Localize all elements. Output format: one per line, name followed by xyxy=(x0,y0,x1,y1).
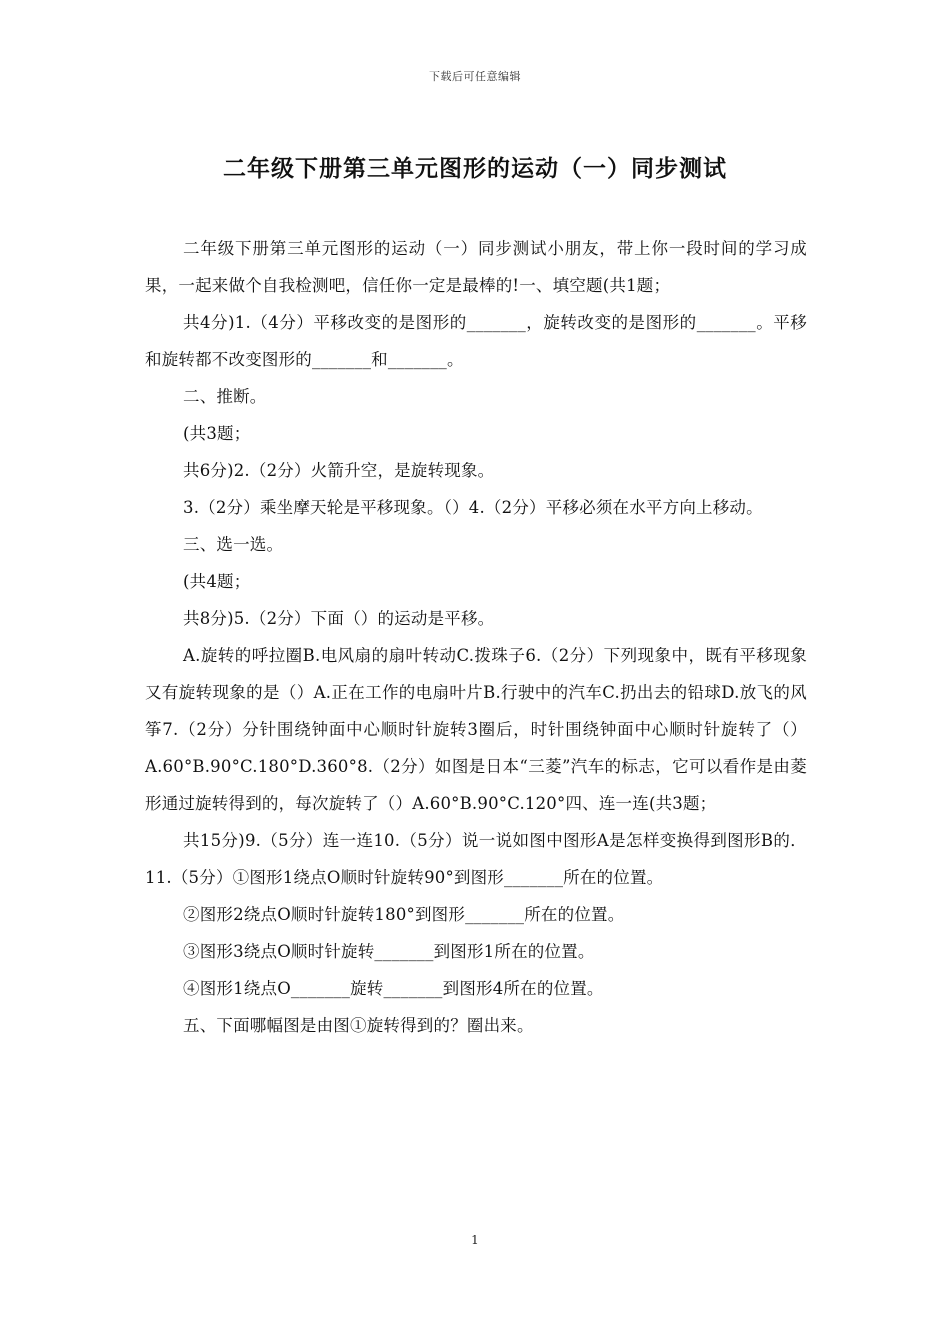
paragraph-q2: 共6分)2.（2分）火箭升空，是旋转现象。 xyxy=(183,461,495,480)
paragraph-q5-q8: A.旋转的呼拉圈B.电风扇的扇叶转动C.拨珠子6.（2分）下列现象中，既有平移现象又有旋转现象的是（）A.正在工作的电扇叶片B.行驶中的汽车C.扔出去的铅球D.放飞的风筝7.（2分）分针围绕钟面中心顺时针旋转3圈后，时针围绕钟面中心顺时针旋转了（）A.60°B.90°C.180°D.360°8.（2分）如图是日本“三菱”汽车的标志，它可以看作是由菱形通过旋转得到的，每次旋转了（）A.60°B.90°C.120°四、连一连(共3题； xyxy=(145,646,807,813)
document-body xyxy=(145,230,807,1044)
paragraph-q3-q4: 3.（2分）乘坐摩天轮是平移现象。（）4.（2分）平移必须在水平方向上移动。 xyxy=(183,498,763,517)
paragraph-q9-q11: 共15分)9.（5分）连一连10.（5分）说一说如图中图形A是怎样变换得到图形B的．11.（5分）①图形1绕点O顺时针旋转90°到图形_______所在的位置。 xyxy=(145,831,807,887)
paragraph-section-count: (共4题； xyxy=(183,572,251,591)
section-heading-choose: 三、选一选。 xyxy=(183,535,284,554)
paragraph-section-count: (共3题； xyxy=(183,424,251,443)
section-heading-judge: 二、推断。 xyxy=(183,387,267,406)
paragraph-q1: 共4分)1.（4分）平移改变的是图形的_______，旋转改变的是图形的_______。平移和旋转都不改变图形的_______和_______。 xyxy=(145,313,807,369)
paragraph-intro: 二年级下册第三单元图形的运动（一）同步测试小朋友，带上你一段时间的学习成果，一起来做个自我检测吧，信任你一定是最棒的!一、填空题(共1题； xyxy=(145,239,807,295)
paragraph-q11-part4: ④图形1绕点O_______旋转_______到图形4所在的位置。 xyxy=(183,979,604,998)
paragraph-q11-part3: ③图形3绕点O顺时针旋转_______到图形1所在的位置。 xyxy=(183,942,595,961)
document-title: 二年级下册第三单元图形的运动（一）同步测试 xyxy=(223,155,727,182)
header-note: 下载后可任意编辑 xyxy=(429,70,521,83)
paragraph-q5: 共8分)5.（2分）下面（）的运动是平移。 xyxy=(183,609,495,628)
page-number: 1 xyxy=(471,1233,479,1247)
section-heading-rotate: 五、下面哪幅图是由图①旋转得到的？圈出来。 xyxy=(183,1016,534,1035)
paragraph-q11-part2: ②图形2绕点O顺时针旋转180°到图形_______所在的位置。 xyxy=(183,905,625,924)
